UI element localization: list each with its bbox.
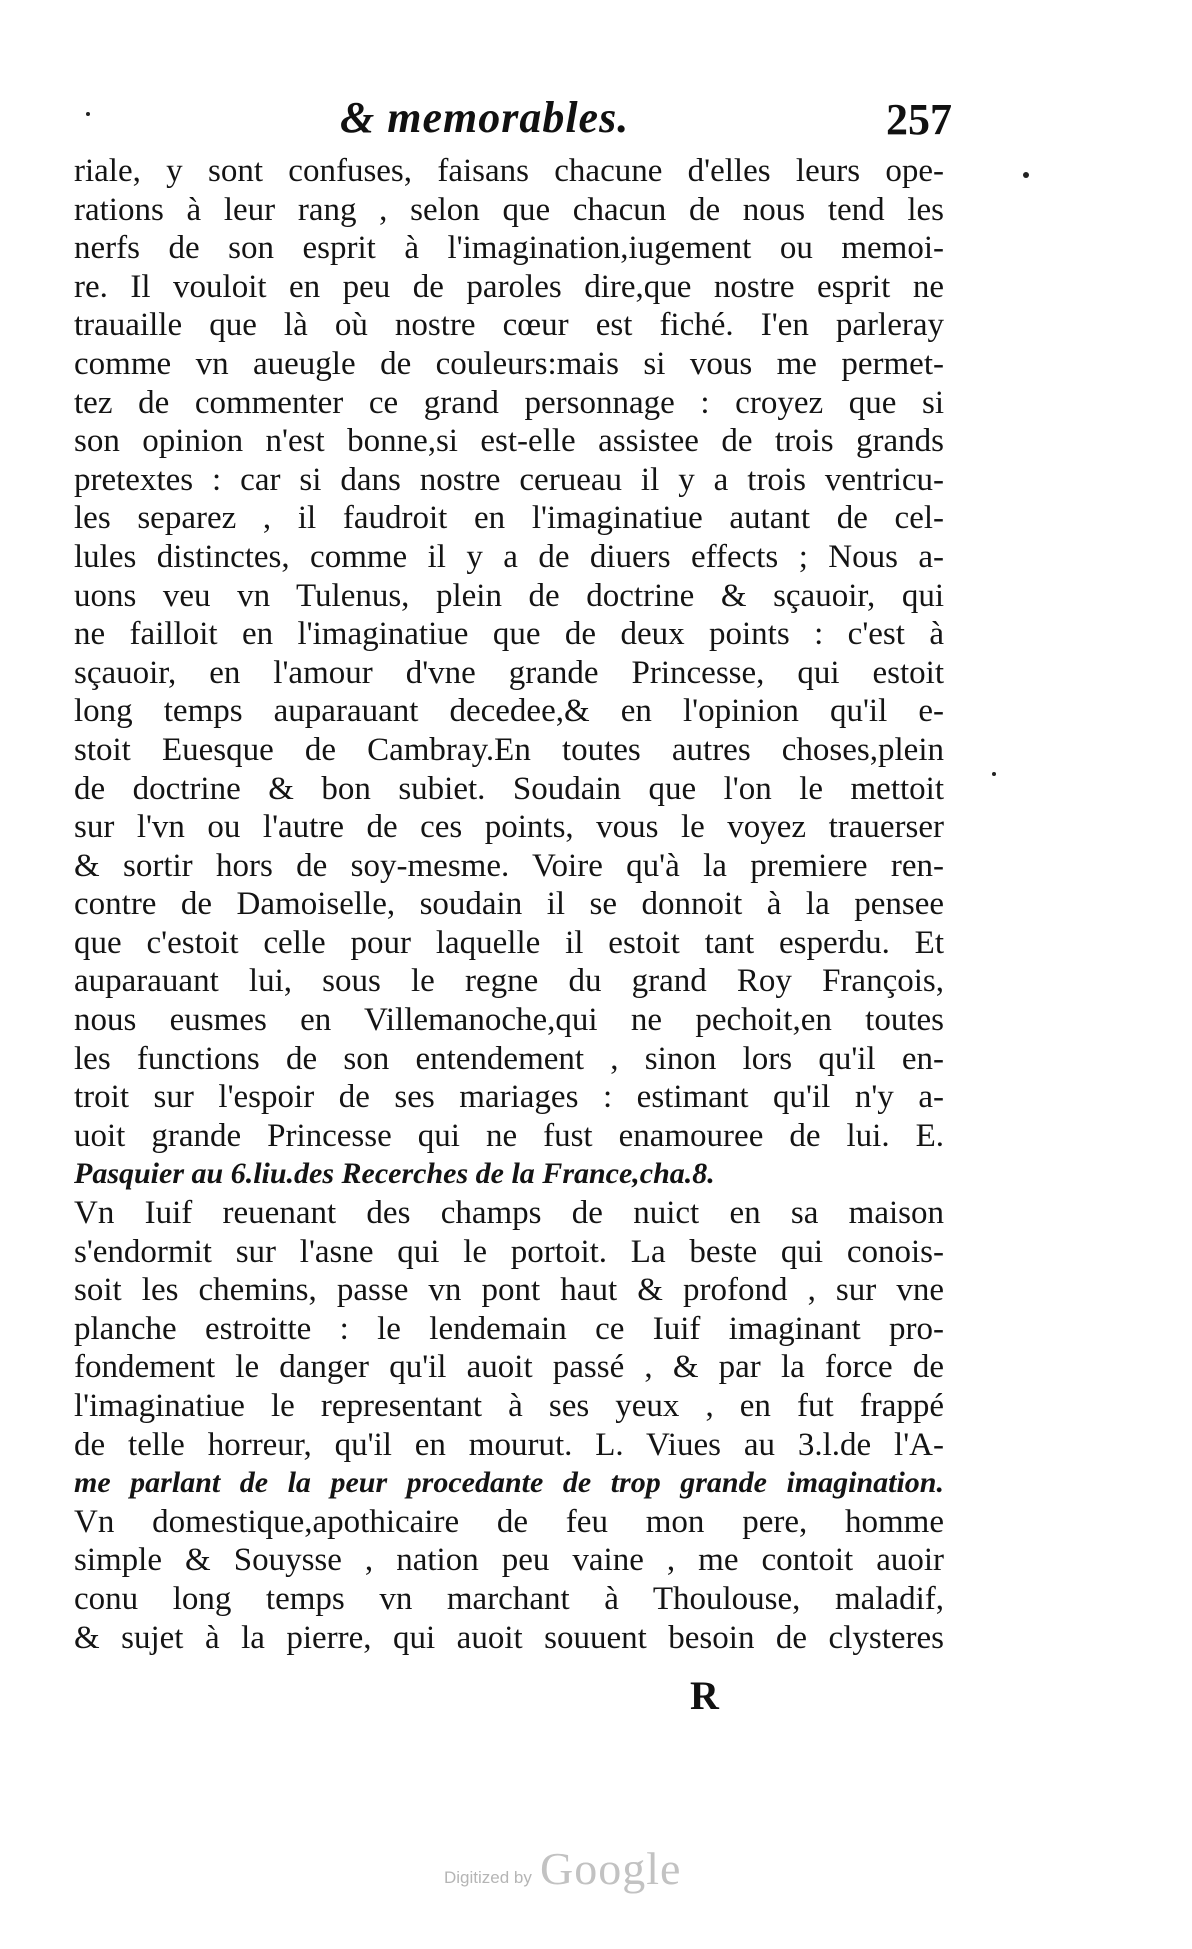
page-number: 257 xyxy=(886,95,952,144)
text-line: les functions de son entendement , sinon lors qu'il en- xyxy=(74,1040,944,1077)
watermark-caption: Digitized by xyxy=(444,1868,532,1887)
text-line: conu long temps vn marchant à Thoulouse, maladif, xyxy=(74,1580,944,1617)
text-line: riale, y sont confuses, faisans chacune d'elles leurs ope- xyxy=(74,153,944,189)
text-line: lules distinctes, comme il y a de diuers effects ; Nous a- xyxy=(74,538,944,575)
text-line: long temps auparauant decedee,& en l'opinion qu'il e- xyxy=(74,693,944,730)
text-line: sçauoir, en l'amour d'vne grande Princesse, qui estoit xyxy=(74,654,944,691)
text-line: comme vn aueugle de couleurs:mais si vous me permet- xyxy=(74,345,944,382)
text-line: les separez , il faudroit en l'imaginatiue autant de cel- xyxy=(74,500,944,537)
citation-line: Pasquier au 6.liu.des Recerches de la France,cha.8. xyxy=(74,1157,715,1191)
signature-mark: R xyxy=(690,1673,719,1718)
running-title: & memorables. xyxy=(340,93,630,142)
ink-speck xyxy=(992,772,996,776)
text-line: l'imaginatiue le representant à ses yeux , en fut frappé xyxy=(74,1388,944,1424)
page-header xyxy=(330,92,970,152)
text-line: stoit Euesque de Cambray.En toutes autres choses,plein xyxy=(74,731,944,768)
text-line: fondement le danger qu'il auoit passé , & par la force de xyxy=(74,1349,944,1386)
text-line: sur l'vn ou l'autre de ces points, vous le voyez trauerser xyxy=(74,809,944,846)
text-line: nerfs de son esprit à l'imagination,iugement ou memoi- xyxy=(74,230,944,267)
ink-speck xyxy=(86,112,90,116)
text-line: tez de commenter ce grand personnage : croyez que si xyxy=(74,384,944,421)
text-line: auparauant lui, sous le regne du grand Roy François, xyxy=(74,963,944,1000)
text-line: uons veu vn Tulenus, plein de doctrine & sçauoir, qui xyxy=(74,577,944,614)
text-line: Vn Iuif reuenant des champs de nuict en sa maison xyxy=(74,1195,944,1232)
text-line: contre de Damoiselle, soudain il se donnoit à la pensee xyxy=(74,886,944,923)
text-line: uoit grande Princesse qui ne fust enamouree de lui. E. xyxy=(74,1117,944,1154)
text-line: de telle horreur, qu'il en mourut. L. Viues au 3.l.de l'A- xyxy=(74,1426,944,1463)
body-text xyxy=(74,152,944,1657)
text-line: que c'estoit celle pour laquelle il estoit tant esperdu. Et xyxy=(74,924,944,961)
text-line: s'endormit sur l'asne qui le portoit. La beste qui conois- xyxy=(74,1233,944,1270)
text-line: ne failloit en l'imaginatiue que de deux points : c'est à xyxy=(74,616,944,653)
text-line: rations à leur rang , selon que chacun de nous tend les xyxy=(74,191,944,228)
text-line: & sortir hors de soy-mesme. Voire qu'à la premiere ren- xyxy=(74,847,944,884)
text-line: simple & Souysse , nation peu vaine , me contoit auoir xyxy=(74,1542,944,1579)
text-line: son opinion n'est bonne,si est-elle assistee de trois grands xyxy=(74,423,944,460)
text-line: pretextes : car si dans nostre cerueau il y a trois ventricu- xyxy=(74,461,944,498)
text-line: re. Il vouloit en peu de paroles dire,que nostre esprit ne xyxy=(74,268,944,305)
text-line: troit sur l'espoir de ses mariages : estimant qu'il n'y a- xyxy=(74,1079,944,1116)
text-line: & sujet à la pierre, qui auoit souuent besoin de clysteres xyxy=(74,1619,944,1656)
citation-line: me parlant de la peur procedante de trop grande imagination. xyxy=(74,1466,944,1500)
digitized-watermark xyxy=(444,1840,744,1900)
text-line: de doctrine & bon subiet. Soudain que l'on le mettoit xyxy=(74,770,944,807)
text-line: soit les chemins, passe vn pont haut & profond , sur vne xyxy=(74,1272,944,1309)
google-logo: Google xyxy=(540,1843,682,1894)
text-line: trauaille que là où nostre cœur est fiché. I'en parleray xyxy=(74,307,944,344)
text-line: nous eusmes en Villemanoche,qui ne pechoit,en toutes xyxy=(74,1002,944,1039)
text-line: Vn domestique,apothicaire de feu mon pere, homme xyxy=(74,1503,944,1540)
ink-speck xyxy=(1023,172,1029,178)
text-line: planche estroitte : le lendemain ce Iuif imaginant pro- xyxy=(74,1310,944,1347)
